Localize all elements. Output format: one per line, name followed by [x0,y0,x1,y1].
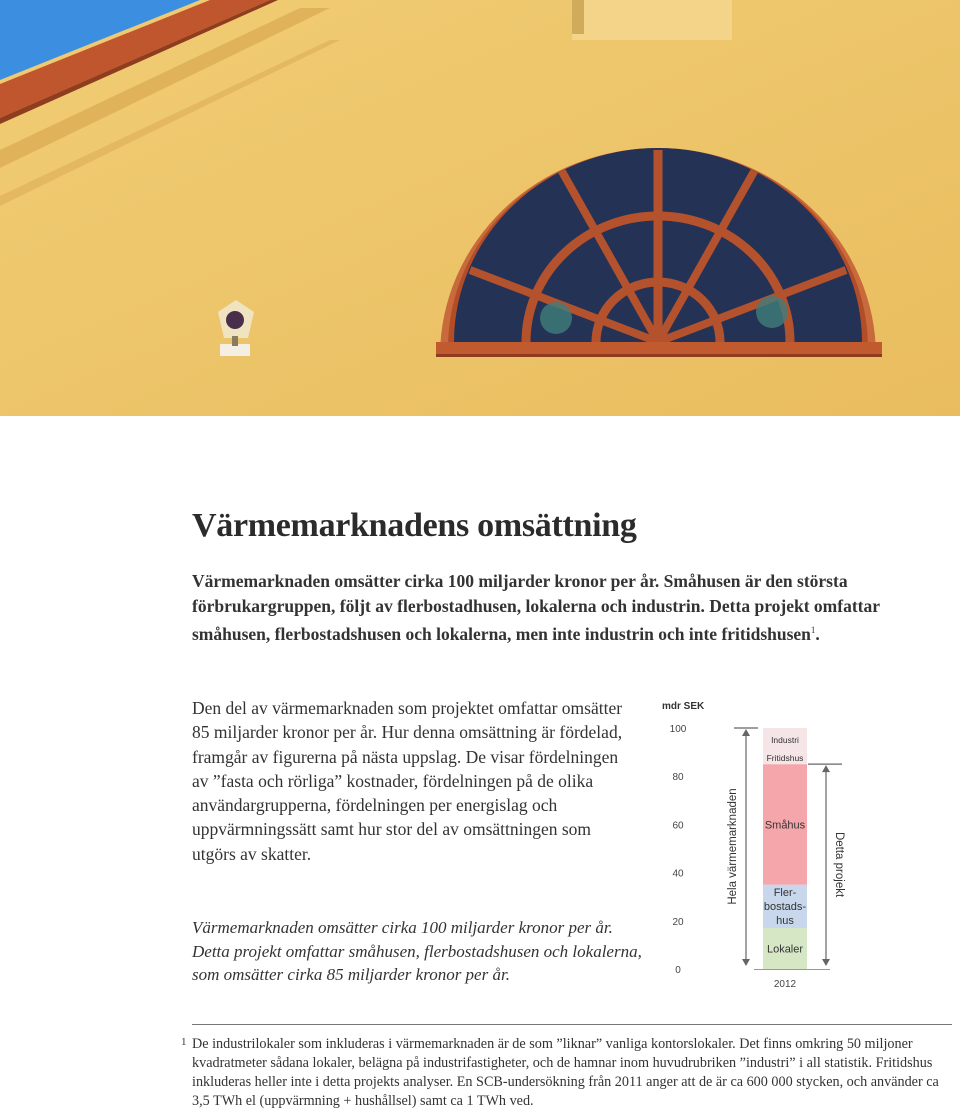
footnote [181,1035,952,1111]
body-paragraph: Den del av värmemarknaden som projektet omfattar omsätter 85 miljarder kronor per år. Hur denna omsättning är fördelad, framgår av figurerna på nästa uppslag. De visar fördelningen av ”fasta och rörliga” kostnader, fördelningen på de olika användargrupperna, fördelningen per energislag och uppvärmningssätt samt hur stor del av omsättningen som utgörs av skatter. [192,698,623,864]
y-tick-label: 40 [672,868,684,880]
segment-label: hus [776,915,794,928]
arrow-head-down [742,959,750,966]
category-label: 2012 [773,979,797,990]
page-title: Värmemarknadens omsättning [192,507,637,544]
footnote-reference: 1 [810,625,816,635]
segment-label: Fler- [773,887,797,900]
footnote-number: 1 [181,1036,187,1048]
facade-photo [0,0,960,416]
y-tick-label: 0 [675,965,681,976]
lead-text: Värmemarknaden omsätter cirka 100 miljarder kronor per år. Småhusen är den största förbrukargruppen, följt av flerbostadhusen, lokalerna och industrin. Detta projekt omfattar småhusen, flerbostadshusen och lokalerna, men inte industrin och inte fritidshusen [192,571,880,644]
arrow-head-up [822,765,830,772]
arrow-head-up [742,729,750,736]
y-tick-label: 80 [672,772,684,784]
range-label: Hela värmemarknaden [727,788,739,905]
arrow-head-down [822,959,830,966]
range-label: Detta projekt [833,831,845,898]
unit-label: mdr SEK [662,701,705,712]
y-tick-label: 20 [672,916,684,928]
segment-label: Fritidshus [766,753,804,764]
segment-label: bostads- [763,901,807,914]
segment-label: Småhus [764,819,806,832]
stacked-bar-chart [650,692,850,994]
lead-paragraph [192,569,952,646]
footnote-rule [192,1024,952,1025]
y-tick-label: 60 [672,820,684,832]
y-tick-label: 100 [669,724,687,735]
lead-end: . [815,623,820,644]
segment-label: Industri [771,735,799,746]
chart-caption: Värmemarknaden omsätter cirka 100 miljarder kronor per år. Detta projekt omfattar småhusen, flerbostadshusen och lokalerna, som omsätter cirka 85 miljarder kronor per år. [192,918,642,984]
segment-label: Lokaler [766,943,804,956]
footnote-text: De industrilokaler som inkluderas i värmemarknaden är de som ”liknar” vanliga kontorslokaler. Det finns omkring 50 miljoner kvadratmeter sådana lokaler, belägna på industrifastigheter, och de hamnar inom huvudrubriken ”industri” i all statistik. Fritidshus inkluderas heller inte i detta projekts analyser. En SCB-undersökning från 2011 anger att de är ca 600 000 stycken, och använder ca 3,5 TWh el (uppvärmning + hushållsel) samt ca 1 TWh ved. [192,1036,939,1109]
